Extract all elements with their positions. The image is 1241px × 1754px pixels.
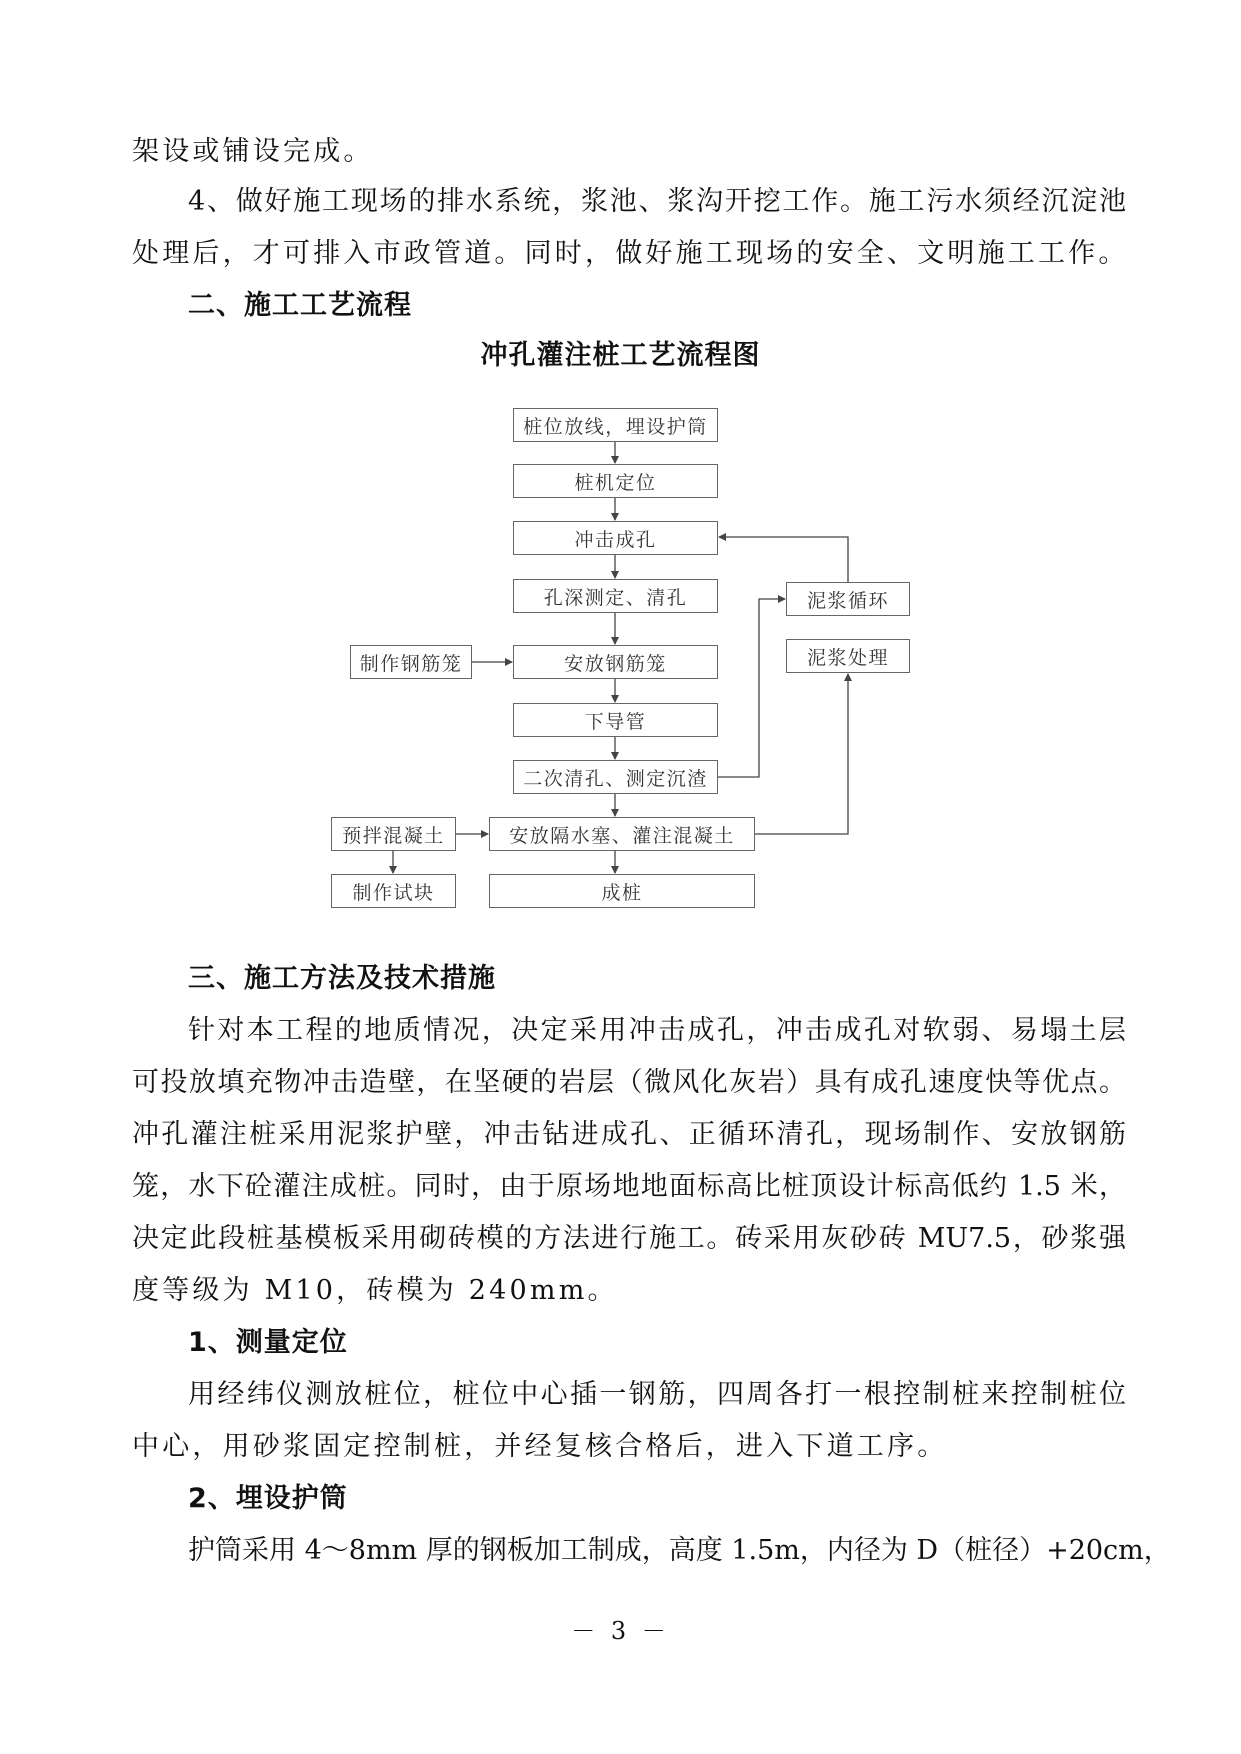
flow-step-1: 桩位放线，埋设护筒	[513, 408, 718, 442]
text-line: 4、做好施工现场的排水系统，浆池、浆沟开挖工作。施工污水须经沉淀池	[188, 186, 1126, 217]
flow-side-left-2: 预拌混凝土	[331, 817, 456, 851]
text-line: 度等级为 M10，砖模为 240mm。	[132, 1275, 618, 1306]
flow-step-2: 桩机定位	[513, 464, 718, 498]
text-line: 用经纬仪测放桩位，桩位中心插一钢筋，四周各打一根控制桩来控制桩位	[188, 1379, 1126, 1410]
text-line: 处理后，才可排入市政管道。同时，做好施工现场的安全、文明施工工作。	[132, 238, 1129, 269]
flow-side-left-3: 制作试块	[331, 874, 456, 908]
page-number: － 3 －	[571, 1617, 670, 1645]
flow-step-3: 冲击成孔	[513, 521, 718, 555]
flow-step-8: 安放隔水塞、灌注混凝土	[489, 817, 755, 851]
section-heading: 三、施工方法及技术措施	[188, 963, 496, 994]
text-line: 针对本工程的地质情况，决定采用冲击成孔，冲击成孔对软弱、易塌土层	[188, 1015, 1126, 1046]
flow-step-5: 安放钢筋笼	[513, 645, 718, 679]
flow-step-4: 孔深测定、清孔	[513, 579, 718, 613]
flow-step-7: 二次清孔、测定沉渣	[513, 760, 718, 794]
text-line: 可投放填充物冲击造壁，在坚硬的岩层（微风化灰岩）具有成孔速度快等优点。	[132, 1067, 1126, 1098]
flow-step-9: 成桩	[489, 874, 755, 908]
subsection-heading: 1、测量定位	[188, 1327, 348, 1358]
flow-side-left-1: 制作钢筋笼	[350, 645, 472, 679]
text-line: 笼，水下砼灌注成桩。同时，由于原场地地面标高比桩顶设计标高低约 1.5 米，	[132, 1171, 1126, 1202]
flow-side-right-2: 泥浆处理	[786, 639, 910, 673]
flowchart-title: 冲孔灌注桩工艺流程图	[480, 340, 761, 371]
text-line: 架设或铺设完成。	[132, 136, 374, 167]
flow-step-6: 下导管	[513, 703, 718, 737]
subsection-heading: 2、埋设护筒	[188, 1483, 348, 1514]
section-heading: 二、施工工艺流程	[188, 290, 412, 321]
flow-side-right-1: 泥浆循环	[786, 582, 910, 616]
text-line: 冲孔灌注桩采用泥浆护壁，冲击钻进成孔、正循环清孔，现场制作、安放钢筋	[132, 1119, 1126, 1150]
text-line: 决定此段桩基模板采用砌砖模的方法进行施工。砖采用灰砂砖 MU7.5，砂浆强	[132, 1223, 1126, 1254]
text-line: 护筒采用 4～8mm 厚的钢板加工制成，高度 1.5m，内径为 D（桩径）+20cm，	[188, 1535, 1171, 1566]
text-line: 中心，用砂浆固定控制桩，并经复核合格后，进入下道工序。	[132, 1431, 948, 1462]
